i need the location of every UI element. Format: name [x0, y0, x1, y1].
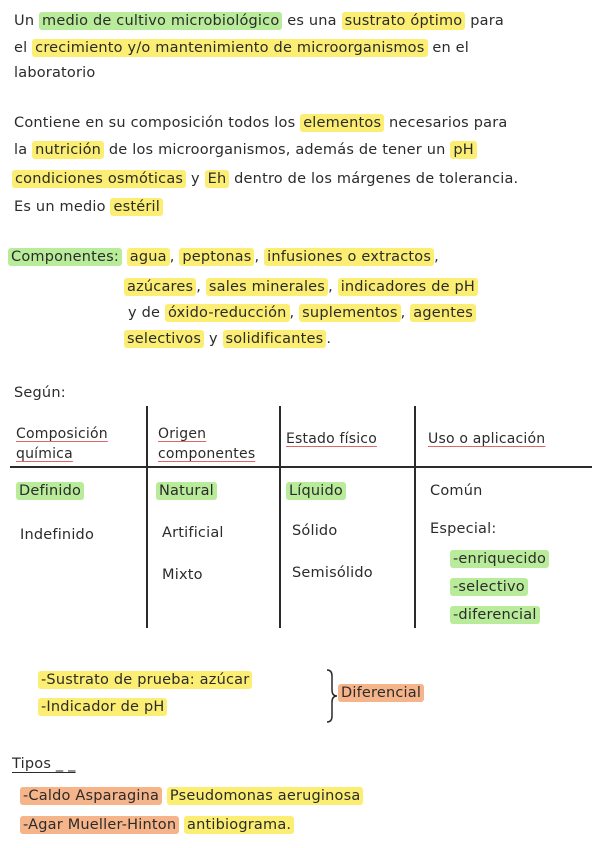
tipos-item-2: [20, 818, 294, 833]
component-infusiones: infusiones o extractos: [264, 248, 434, 266]
component-sales: sales minerales: [206, 278, 328, 296]
intro-line-3: laboratorio: [14, 65, 96, 81]
highlight-nutricion: nutrición: [32, 141, 104, 159]
tipos-item-1: [20, 789, 363, 804]
components-line-4: selectivos y solidificantes .: [124, 332, 331, 347]
table-cell-especial: Especial:: [430, 521, 497, 537]
diferencial-label: Diferencial: [338, 686, 424, 701]
table-header-rule: [10, 466, 592, 468]
component-suplementos: suplementos: [299, 304, 400, 322]
table-cell-mixto: Mixto: [162, 567, 203, 583]
highlight-crecimiento: crecimiento y/o mantenimiento de microorganismos: [32, 39, 427, 57]
component-agentes: agentes: [410, 304, 476, 322]
table-cell-artificial: Artificial: [162, 525, 224, 541]
component-oxido-reduccion: óxido-reducción: [165, 304, 290, 322]
highlight-esteril: estéril: [110, 198, 163, 216]
intro-line-2: el crecimiento y/o mantenimiento de microorganismos en el: [14, 40, 469, 56]
table-cell-natural: Natural: [156, 484, 217, 499]
tipo-name: -Caldo Asparagina: [20, 787, 162, 805]
component-solidificantes: solidificantes: [223, 330, 327, 348]
components-line-3: y de óxido-reducción , suplementos , agentes: [128, 306, 476, 321]
table-cell-solido: Sólido: [292, 523, 338, 539]
table-cell-liquido: Líquido: [286, 484, 346, 499]
tipo-use: antibiograma.: [184, 816, 294, 834]
intro-line-1: Un medio de cultivo microbiológico es una sustrato óptimo para: [14, 13, 504, 29]
diferencial-item-1: -Sustrato de prueba: azúcar: [38, 673, 252, 688]
table-cell-indefinido: Indefinido: [20, 527, 95, 543]
header-composicion: Composición química: [16, 426, 108, 463]
components-line-2: azúcares , sales minerales , indicadores de pH: [124, 280, 478, 295]
table-cell-semisolido: Semisólido: [292, 565, 373, 581]
contains-line-1: Contiene en su composición todos los elementos necesarios para: [14, 115, 508, 131]
highlight-ph: pH: [450, 141, 477, 159]
tipos-title: Tipos _ _: [12, 756, 76, 772]
header-uso: Uso o aplicación: [428, 431, 546, 447]
table-cell-enriquecido: -enriquecido: [450, 552, 549, 567]
contains-line-3: condiciones osmóticas y Eh dentro de los márgenes de tolerancia.: [12, 172, 518, 187]
highlight-condiciones-osmoticas: condiciones osmóticas: [12, 170, 186, 188]
tipo-name: -Agar Mueller-Hinton: [20, 816, 179, 834]
table-divider-2: [279, 406, 281, 628]
components-line-1: Componentes: agua , peptonas , infusiones o extractos ,: [8, 250, 439, 265]
component-selectivos: selectivos: [124, 330, 204, 348]
highlight-sustrato-optimo: sustrato óptimo: [342, 12, 466, 30]
components-label: Componentes:: [8, 248, 122, 266]
segun-label: Según:: [14, 385, 66, 401]
header-estado: Estado físico: [286, 431, 377, 447]
highlight-medio-cultivo: medio de cultivo microbiológico: [39, 12, 282, 30]
highlight-eh: Eh: [205, 170, 230, 188]
tipo-use: Pseudomonas aeruginosa: [167, 787, 364, 805]
highlight-elementos: elementos: [300, 114, 384, 132]
table-cell-selectivo: -selectivo: [450, 580, 528, 595]
header-origen: Origen componentes: [158, 426, 256, 463]
contains-line-2: la nutrición de los microorganismos, además de tener un pH: [14, 143, 477, 158]
table-divider-1: [146, 406, 148, 628]
table-cell-diferencial: -diferencial: [450, 608, 540, 623]
table-cell-comun: Común: [430, 483, 483, 499]
curly-brace-icon: [324, 668, 338, 724]
component-peptonas: peptonas: [179, 248, 254, 266]
component-indicadores: indicadores de pH: [338, 278, 478, 296]
table-cell-definido: Definido: [16, 484, 84, 499]
component-agua: agua: [127, 248, 170, 266]
table-divider-3: [414, 406, 416, 628]
diferencial-item-2: -Indicador de pH: [38, 700, 167, 715]
contains-line-4: Es un medio estéril: [14, 200, 163, 215]
component-azucares: azúcares: [124, 278, 196, 296]
